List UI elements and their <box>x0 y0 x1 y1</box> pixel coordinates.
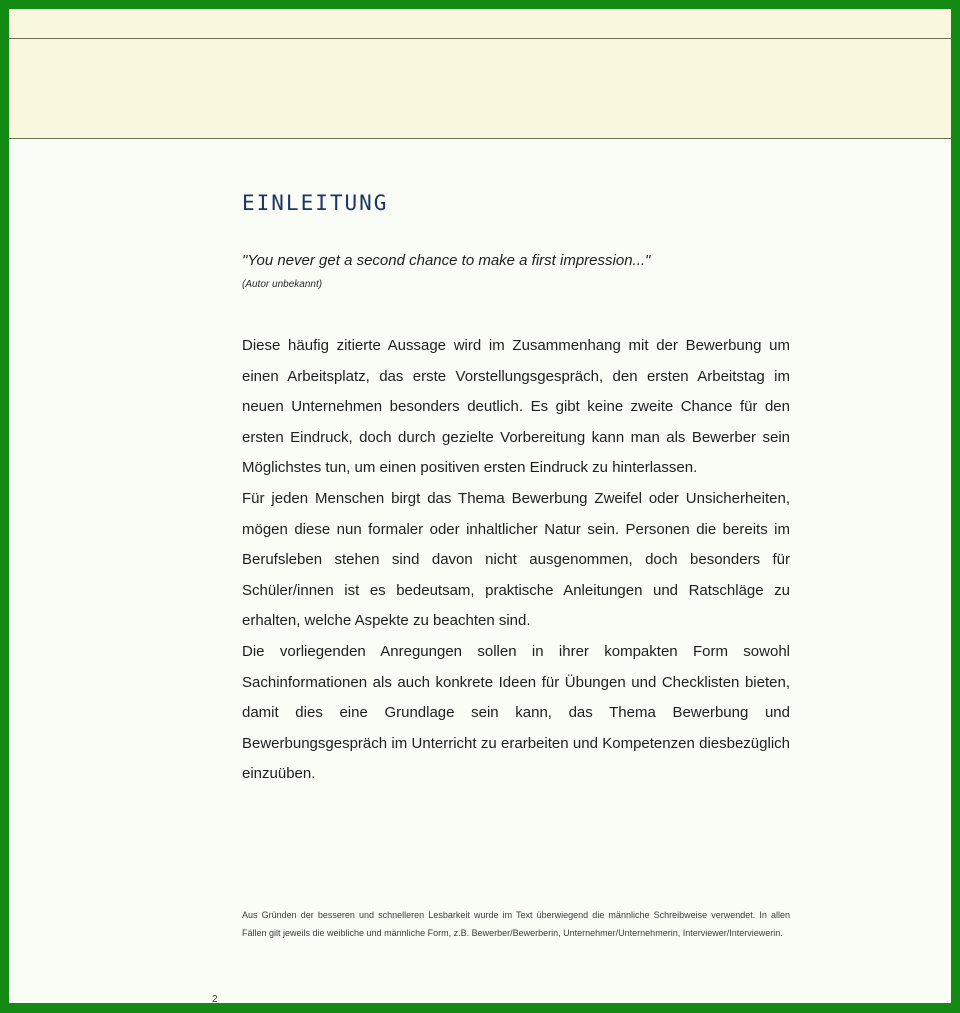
paragraph: Die vorliegenden Anregungen sollen in ihrer kompakten Form sowohl Sachinformationen als auch konkrete Ideen für Übungen und Checklisten bieten, damit dies eine Grundlage sein kann, das Thema Bewerbung und Bewerbungsgespräch im Unterricht zu erarbeiten und Kompetenzen diesbezüglich einzuüben. <box>242 642 790 783</box>
header-band <box>9 9 951 139</box>
paragraph: Diese häufig zitierte Aussage wird im Zusammenhang mit der Bewerbung um einen Arbeitsplatz, das erste Vorstellungsgespräch, den ersten Arbeitstag im neuen Unternehmen besonders deutlich. Es gibt keine zweite Chance für den ersten Eindruck, doch durch gezielte Vorbereitung kann man als Bewerber sein Möglichstes tun, um einen positiven ersten Eindruck zu hinterlassen. <box>242 337 790 477</box>
footnote: Aus Gründen der besseren und schnelleren Lesbarkeit wurde im Text überwiegend die männliche Schreibweise verwendet. In allen Fällen gilt jeweils die weibliche und männliche Form, z.B. Bewerber/Bewerberin, Unternehmer/Unternehmerin, Interviewer/Interviewerin. <box>242 910 790 938</box>
paragraph: Für jeden Menschen birgt das Thema Bewerbung Zweifel oder Unsicherheiten, mögen diese nun formaler oder inhaltlicher Natur sein. Personen die bereits im Berufsleben stehen sind davon nicht ausgenommen, doch besonders für Schüler/innen ist es bedeutsam, praktische Anleitungen und Ratschläge zu erhalten, welche Aspekte zu beachten sind. <box>242 489 790 630</box>
quote: "You never get a second chance to make a first impression..." <box>242 252 651 269</box>
header-rule <box>9 38 951 39</box>
quote-source: (Autor unbekannt) <box>242 279 323 290</box>
document-page <box>9 9 951 1003</box>
body-text <box>242 331 790 790</box>
page-number: 2 <box>212 994 218 1003</box>
page-heading: EINLEITUNG <box>242 191 389 215</box>
